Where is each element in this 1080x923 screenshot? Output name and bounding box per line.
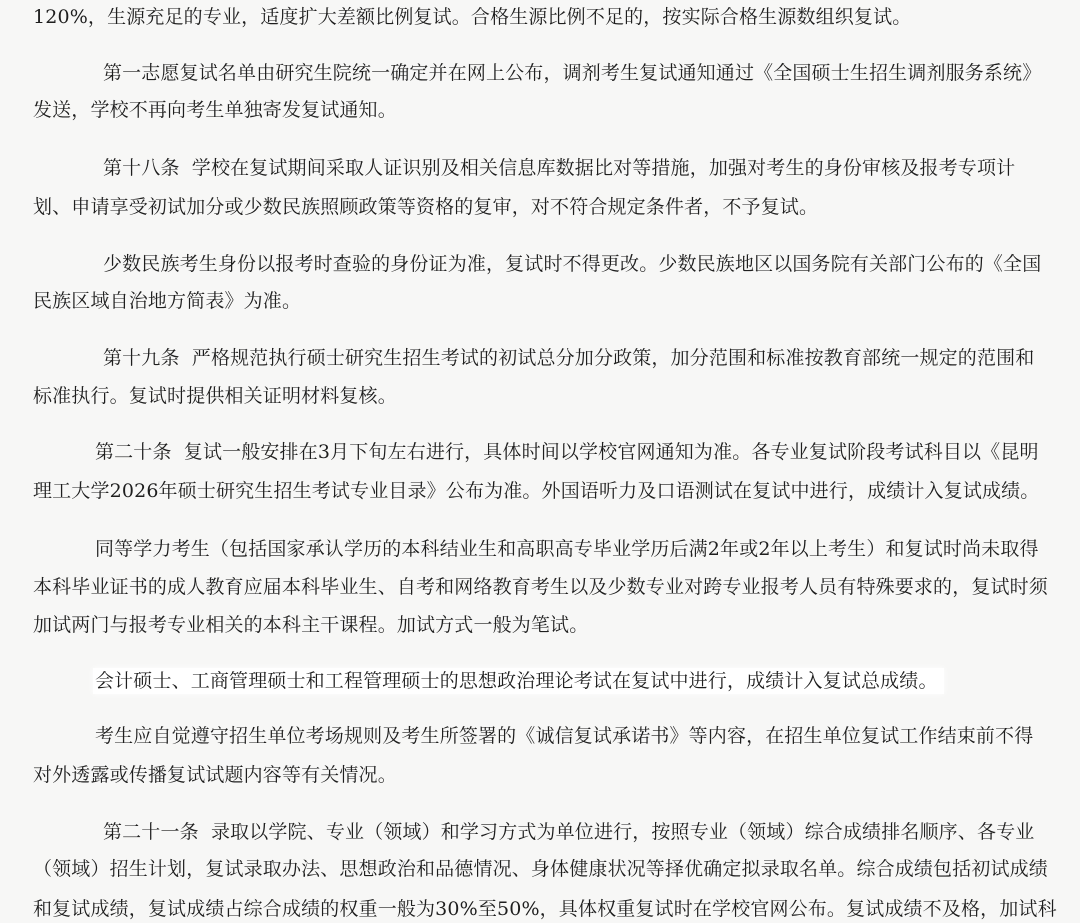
paragraph-line: 民族区域自治地方简表》为准。 [33,290,302,312]
paragraph-line: 本科毕业证书的成人教育应届本科毕业生、自考和网络教育考生以及少数专业对跨专业报考人员有特殊要求的，复试时须 [33,576,1048,598]
paragraph-line: 划、申请享受初试加分或少数民族照顾政策等资格的复审，对不符合规定条件者，不予复试。 [33,196,819,218]
paragraph-line: （领域）招生计划，复试录取办法、思想政治和品德情况、身体健康状况等择优确定拟录取名单。综合成绩包括初试成绩 [33,858,1048,880]
paragraph-line: 和复试成绩，复试成绩占综合成绩的权重一般为30%至50%，具体权重复试时在学校官网公布。复试成绩不及格，加试科 [33,898,1057,920]
paragraph-line: 发送，学校不再向考生单独寄发复试通知。 [33,99,397,121]
article-20-line: 第二十条 复试一般安排在3月下旬左右进行，具体时间以学校官网通知为准。各专业复试阶段考试科目以《昆明 [95,441,1039,463]
paragraph-line: 标准执行。复试时提供相关证明材料复核。 [33,385,397,407]
paragraph-line: 第一志愿复试名单由研究生院统一确定并在网上公布，调剂考生复试通知通过《全国硕士生招生调剂服务系统》 [103,62,1042,84]
paragraph-line: 同等学力考生（包括国家承认学历的本科结业生和高职高专毕业学历后满2年或2年以上考生）和复试时尚未取得 [95,538,1039,560]
highlighted-paragraph: 会计硕士、工商管理硕士和工程管理硕士的思想政治理论考试在复试中进行，成绩计入复试总成绩。 [93,668,944,694]
paragraph-line: 少数民族考生身份以报考时查验的身份证为准，复试时不得更改。少数民族地区以国务院有关部门公布的《全国 [103,253,1042,275]
article-19-line: 第十九条 严格规范执行硕士研究生招生考试的初试总分加分政策，加分范围和标准按教育部统一规定的范围和 [103,347,1035,369]
paragraph-line: 考生应自觉遵守招生单位考场规则及考生所签署的《诚信复试承诺书》等内容，在招生单位复试工作结束前不得 [95,725,1034,747]
paragraph-line: 对外透露或传播复试试题内容等有关情况。 [33,764,397,786]
paragraph-line: 加试两门与报考专业相关的本科主干课程。加试方式一般为笔试。 [33,614,589,636]
article-18-line: 第十八条 学校在复试期间采取人证识别及相关信息库数据比对等措施，加强对考生的身份审核及报考专项计 [103,157,1016,179]
paragraph-line: 120%，生源充足的专业，适度扩大差额比例复试。合格生源比例不足的，按实际合格生源数组织复试。 [33,6,912,28]
article-21-line: 第二十一条 录取以学院、专业（领域）和学习方式为单位进行，按照专业（领域）综合成绩排名顺序、各专业 [103,821,1035,843]
paragraph-line: 理工大学2026年硕士研究生招生考试专业目录》公布为准。外国语听力及口语测试在复试中进行，成绩计入复试成绩。 [33,480,1040,502]
